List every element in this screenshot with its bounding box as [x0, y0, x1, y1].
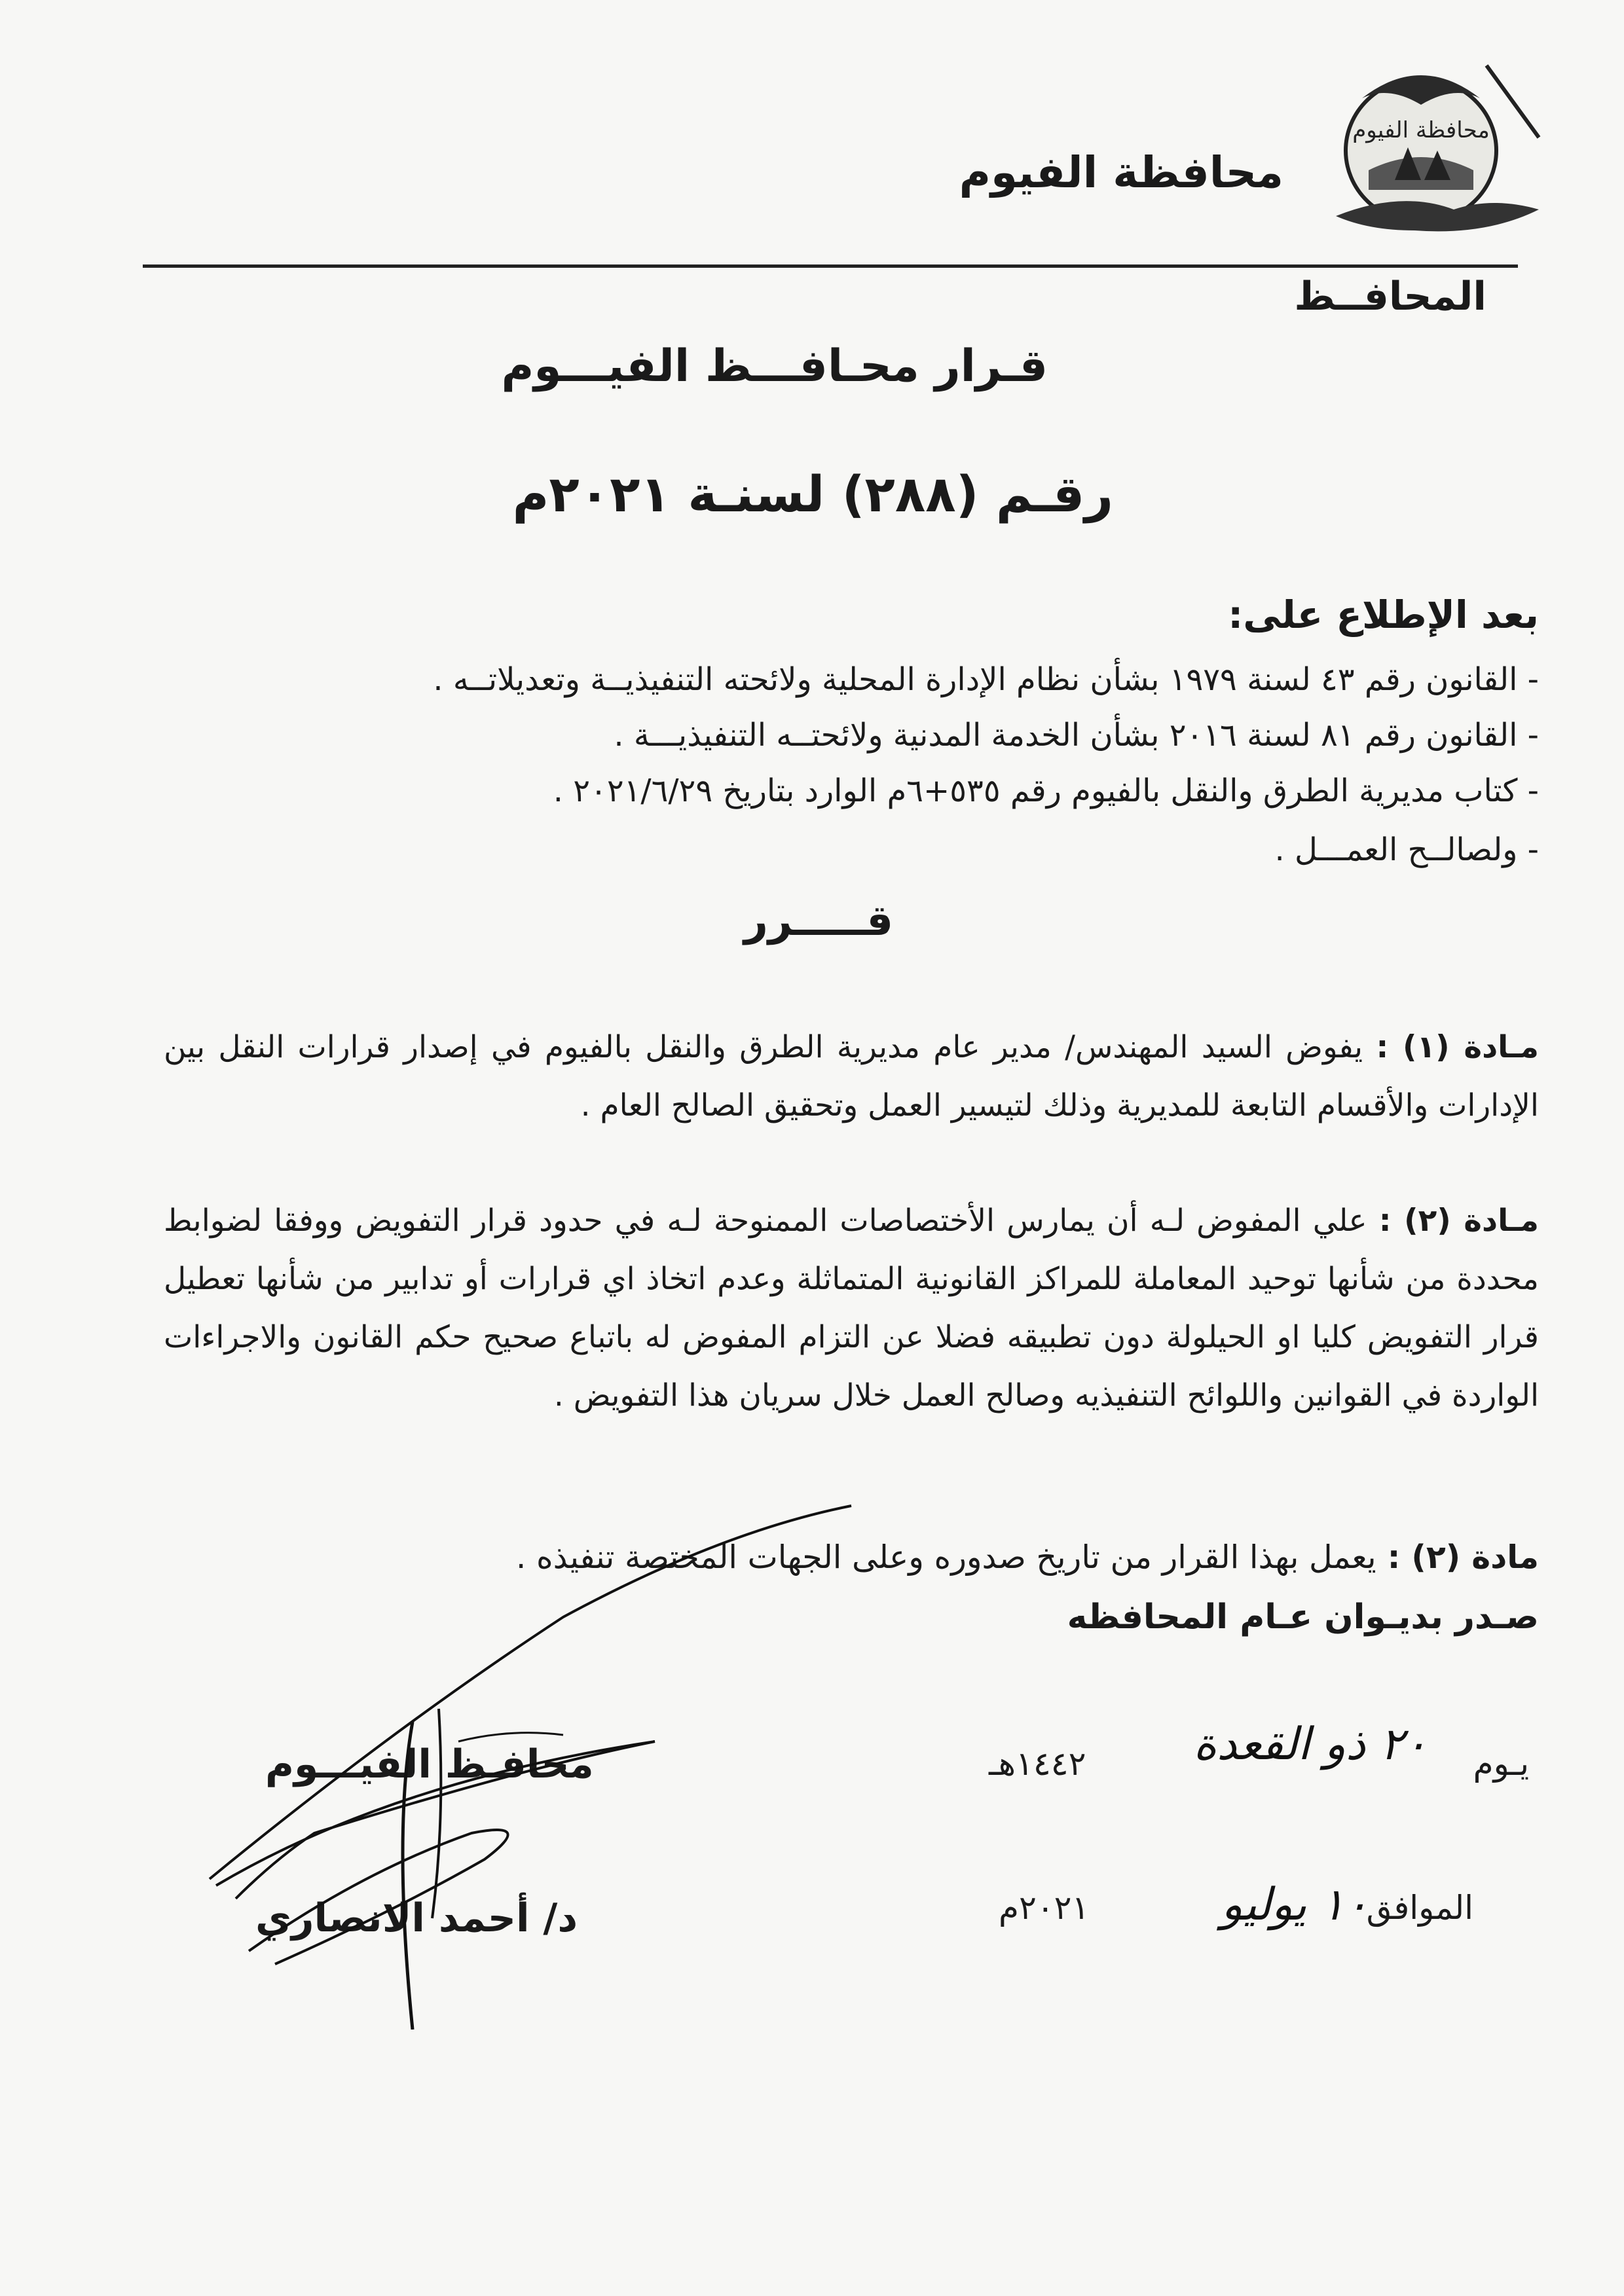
preamble-item-1: - القانون رقم ٤٣ لسنة ١٩٧٩ بشأن نظام الإدارة المحلية ولائحته التنفيذيــة وتعديلاتــه . — [433, 661, 1539, 698]
signatory-title: محافـظ الفيـــوم — [265, 1741, 594, 1787]
gregorian-date-handwritten: ١٠ يوليو — [1221, 1879, 1369, 1931]
decided-heading: قـــــرر — [744, 897, 893, 945]
article-1-label: مـادة (١) : — [1376, 1029, 1539, 1065]
hijri-year: ١٤٤٢هـ — [989, 1745, 1086, 1783]
emblem-text: محافظة الفيوم — [1352, 117, 1490, 143]
article-3-label: مادة (٢) : — [1387, 1539, 1539, 1576]
decision-title: قـرار محـافـــظ الفيـــوم — [501, 340, 1048, 392]
day-label: يـوم — [1473, 1745, 1529, 1783]
preamble-item-3: - كتاب مديرية الطرق والنقل بالفيوم رقم ٥٣٥+٦م الوارد بتاريخ ٢٠٢١/٦/٢٩ . — [553, 773, 1539, 809]
hijri-date-handwritten: ٢٠ ذو القعدة — [1193, 1719, 1428, 1770]
preamble-item-4: - ولصالــح العمـــل . — [1274, 831, 1539, 868]
handwritten-signature-icon — [196, 1493, 884, 2030]
article-2 — [164, 1192, 1539, 1425]
office-label: المحافــظ — [1294, 274, 1486, 319]
article-2-text: علي المفوض لـه أن يمارس الأختصاصات الممنوحة لـه في حدود قرار التفويض ووفقا لضوابط محددة من شأنها توحيد المعاملة للمراكز القانونية المتماثلة وعدم اتخاذ اي قرارات أو تدابير من شأنها تعطيل قرار التفويض كليا او الحيلولة دون تطبيقه فضلا عن التزام المفوض له باتباع صحيح حكم القانون والاجراءات الواردة في القوانين واللوائح التنفيذيه وصالح العمل خلال سريان هذا التفويض . — [164, 1203, 1539, 1413]
preamble-heading: بعد الإطلاع على: — [1228, 592, 1539, 637]
gregorian-label: الموافق — [1366, 1889, 1473, 1927]
article-1-text: يفوض السيد المهندس/ مدير عام مديرية الطرق والنقل بالفيوم في إصدار قرارات النقل بين الإدارات والأقسام التابعة للمديرية وذلك لتيسير العمل وتحقيق الصالح العام . — [164, 1029, 1539, 1123]
header-divider — [143, 264, 1518, 268]
governorate-name: محافظة الفيوم — [959, 147, 1283, 198]
issued-at: صـدر بديـوان عـام المحافظه — [1067, 1597, 1539, 1637]
decision-number: رقـم (٢٨٨) لسنـة ٢٠٢١م — [512, 465, 1113, 523]
governorate-emblem-icon — [1323, 59, 1545, 249]
article-2-label: مـادة (٢) : — [1378, 1203, 1539, 1239]
signatory-name: د/ أحمد الانصاري — [255, 1895, 578, 1941]
gregorian-year: ٢٠٢١م — [999, 1889, 1090, 1927]
article-3-text: يعمل بهذا القرار من تاريخ صدوره وعلى الجهات المختصة تنفيذه . — [515, 1539, 1376, 1576]
preamble-item-2: - القانون رقم ٨١ لسنة ٢٠١٦ بشأن الخدمة المدنية ولائحتــه التنفيذيـــة . — [614, 717, 1539, 754]
article-1 — [164, 1018, 1539, 1135]
